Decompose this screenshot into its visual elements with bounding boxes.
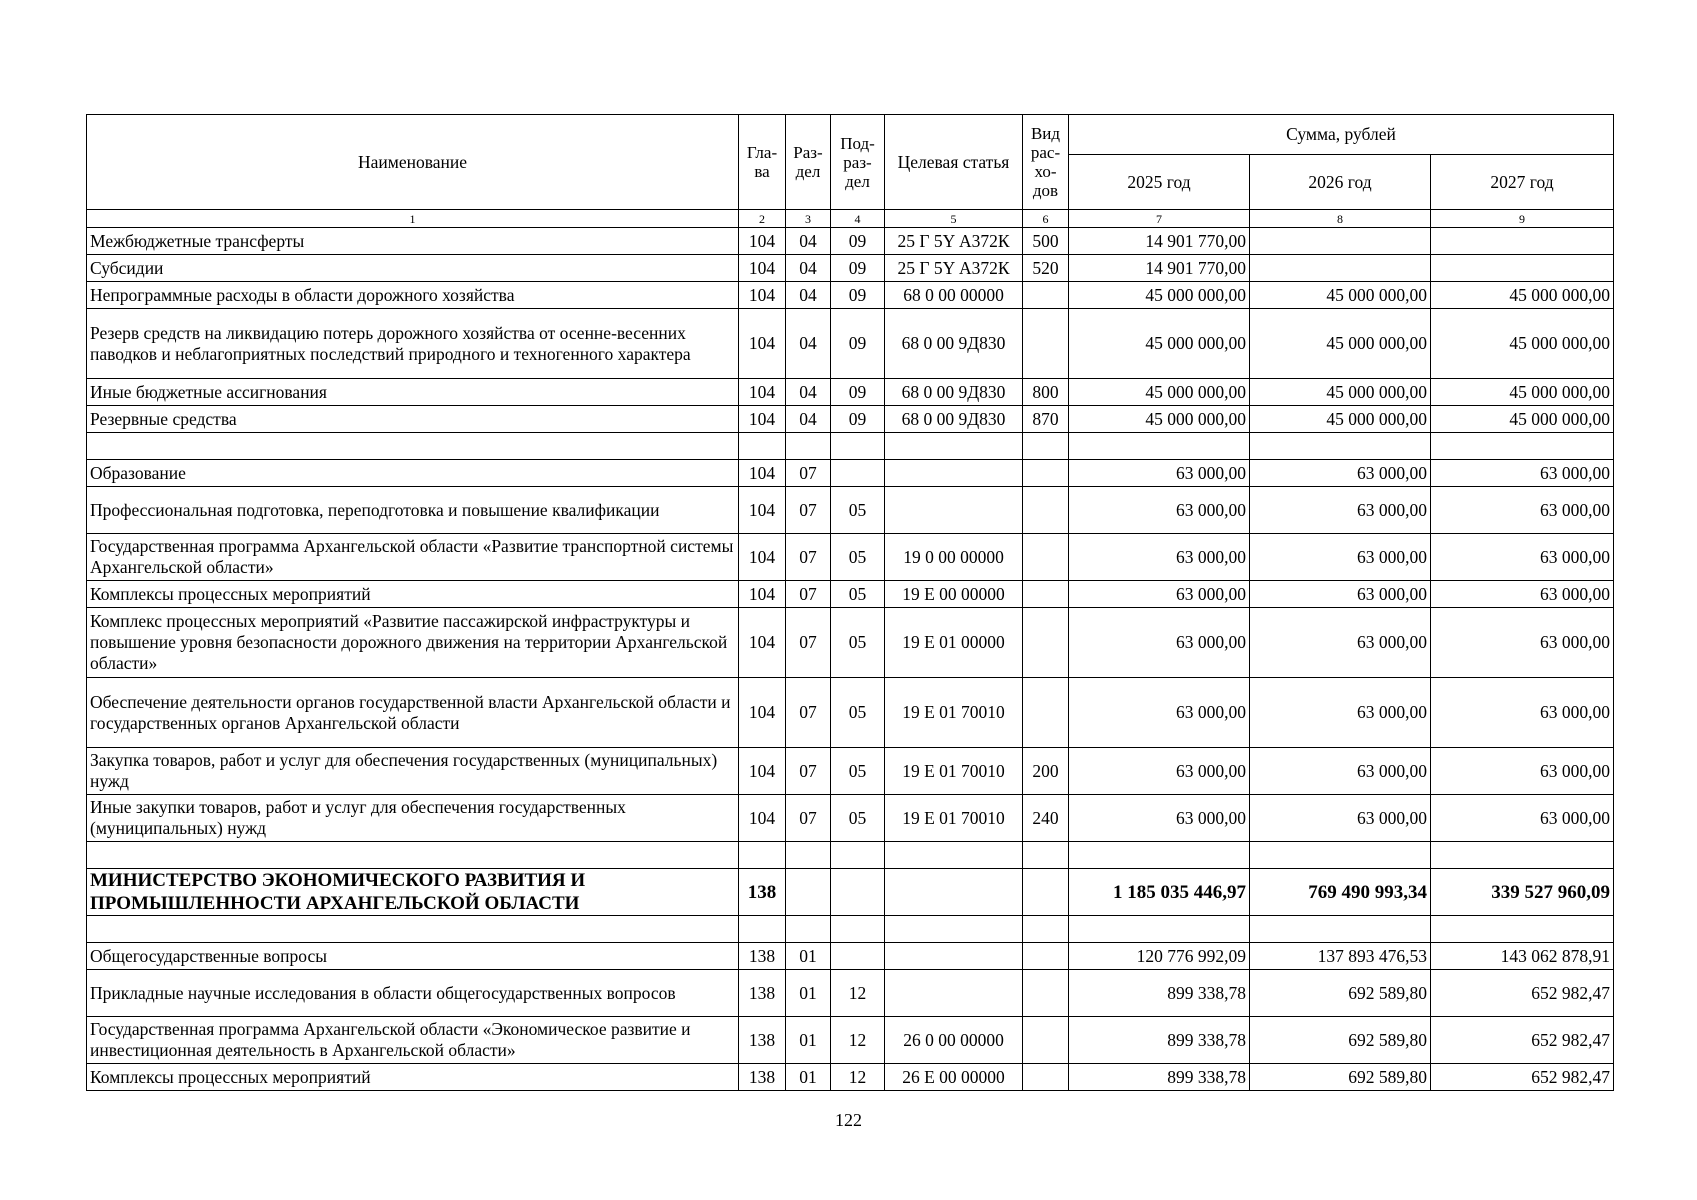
cell-y2026: 45 000 000,00 xyxy=(1250,282,1431,309)
cell-razdel: 01 xyxy=(786,1017,831,1064)
table-row xyxy=(87,1017,1614,1064)
cell-y2026: 63 000,00 xyxy=(1250,581,1431,608)
cell-y2025: 120 776 992,09 xyxy=(1069,943,1250,970)
cell-tselevaya xyxy=(885,433,1023,460)
cell-name: Комплексы процессных мероприятий xyxy=(87,581,739,608)
header-year-2025: 2025 год xyxy=(1069,155,1250,210)
cell-glava: 104 xyxy=(739,379,786,406)
cell-y2026 xyxy=(1250,433,1431,460)
cell-y2026: 692 589,80 xyxy=(1250,970,1431,1017)
cell-razdel: 04 xyxy=(786,255,831,282)
cell-tselevaya xyxy=(885,842,1023,869)
colnum: 1 xyxy=(87,210,739,228)
cell-podrazdel xyxy=(831,842,885,869)
cell-tselevaya: 68 0 00 00000 xyxy=(885,282,1023,309)
cell-glava: 104 xyxy=(739,282,786,309)
cell-glava: 138 xyxy=(739,943,786,970)
table-row xyxy=(87,460,1614,487)
cell-glava: 104 xyxy=(739,608,786,678)
cell-y2027 xyxy=(1431,916,1614,943)
cell-glava: 104 xyxy=(739,309,786,379)
cell-podrazdel: 09 xyxy=(831,282,885,309)
cell-y2025 xyxy=(1069,842,1250,869)
colnum: 8 xyxy=(1250,210,1431,228)
cell-y2027 xyxy=(1431,255,1614,282)
cell-y2025: 45 000 000,00 xyxy=(1069,309,1250,379)
cell-y2026: 692 589,80 xyxy=(1250,1064,1431,1091)
cell-name xyxy=(87,916,739,943)
header-summa: Сумма, рублей xyxy=(1069,115,1614,155)
header-vid: Вид рас-хо-дов xyxy=(1023,115,1069,210)
cell-glava: 104 xyxy=(739,228,786,255)
header-name: Наименование xyxy=(87,115,739,210)
cell-podrazdel: 09 xyxy=(831,309,885,379)
cell-tselevaya: 68 0 00 9Д830 xyxy=(885,379,1023,406)
cell-vid: 500 xyxy=(1023,228,1069,255)
cell-vid xyxy=(1023,678,1069,748)
cell-y2027: 63 000,00 xyxy=(1431,748,1614,795)
table-row xyxy=(87,748,1614,795)
cell-glava: 104 xyxy=(739,460,786,487)
cell-tselevaya: 26 Е 00 00000 xyxy=(885,1064,1023,1091)
cell-name: Обеспечение деятельности органов государственной власти Архангельской области и государственных органов Архангельской области xyxy=(87,678,739,748)
cell-name: Государственная программа Архангельской области «Экономическое развитие и инвестиционная деятельность в Архангельской области» xyxy=(87,1017,739,1064)
cell-y2026 xyxy=(1250,916,1431,943)
cell-podrazdel: 05 xyxy=(831,678,885,748)
cell-y2025: 899 338,78 xyxy=(1069,1017,1250,1064)
cell-y2027: 63 000,00 xyxy=(1431,795,1614,842)
cell-razdel: 01 xyxy=(786,970,831,1017)
cell-razdel: 04 xyxy=(786,406,831,433)
cell-razdel: 04 xyxy=(786,228,831,255)
table-row xyxy=(87,608,1614,678)
colnum: 9 xyxy=(1431,210,1614,228)
cell-glava: 138 xyxy=(739,869,786,916)
cell-y2027: 652 982,47 xyxy=(1431,1017,1614,1064)
cell-vid: 800 xyxy=(1023,379,1069,406)
cell-razdel: 07 xyxy=(786,795,831,842)
cell-vid xyxy=(1023,282,1069,309)
cell-vid xyxy=(1023,581,1069,608)
cell-name: Межбюджетные трансферты xyxy=(87,228,739,255)
cell-y2025 xyxy=(1069,433,1250,460)
cell-tselevaya xyxy=(885,916,1023,943)
cell-y2026: 769 490 993,34 xyxy=(1250,869,1431,916)
cell-y2025: 63 000,00 xyxy=(1069,487,1250,534)
cell-y2027: 652 982,47 xyxy=(1431,1064,1614,1091)
cell-podrazdel: 12 xyxy=(831,1017,885,1064)
cell-y2025: 1 185 035 446,97 xyxy=(1069,869,1250,916)
table-row xyxy=(87,678,1614,748)
cell-y2025: 45 000 000,00 xyxy=(1069,379,1250,406)
table-row xyxy=(87,943,1614,970)
table-row xyxy=(87,970,1614,1017)
cell-name: Образование xyxy=(87,460,739,487)
cell-y2026: 692 589,80 xyxy=(1250,1017,1431,1064)
cell-glava: 104 xyxy=(739,795,786,842)
header-razdel: Раз-дел xyxy=(786,115,831,210)
cell-y2027: 63 000,00 xyxy=(1431,608,1614,678)
cell-razdel: 07 xyxy=(786,678,831,748)
cell-podrazdel: 12 xyxy=(831,1064,885,1091)
cell-razdel: 07 xyxy=(786,460,831,487)
cell-y2027: 45 000 000,00 xyxy=(1431,406,1614,433)
cell-y2026: 63 000,00 xyxy=(1250,795,1431,842)
cell-name: МИНИСТЕРСТВО ЭКОНОМИЧЕСКОГО РАЗВИТИЯ И ПРОМЫШЛЕННОСТИ АРХАНГЕЛЬСКОЙ ОБЛАСТИ xyxy=(87,869,739,916)
cell-glava: 104 xyxy=(739,487,786,534)
cell-glava: 138 xyxy=(739,1017,786,1064)
header-year-2026: 2026 год xyxy=(1250,155,1431,210)
cell-glava: 104 xyxy=(739,255,786,282)
table-row xyxy=(87,379,1614,406)
cell-razdel: 07 xyxy=(786,487,831,534)
cell-vid: 200 xyxy=(1023,748,1069,795)
cell-y2026: 45 000 000,00 xyxy=(1250,379,1431,406)
colnum: 5 xyxy=(885,210,1023,228)
cell-vid xyxy=(1023,943,1069,970)
cell-tselevaya: 26 0 00 00000 xyxy=(885,1017,1023,1064)
cell-podrazdel xyxy=(831,869,885,916)
cell-y2027: 63 000,00 xyxy=(1431,678,1614,748)
cell-y2025: 899 338,78 xyxy=(1069,1064,1250,1091)
cell-y2025: 63 000,00 xyxy=(1069,534,1250,581)
cell-y2025: 45 000 000,00 xyxy=(1069,282,1250,309)
colnum: 4 xyxy=(831,210,885,228)
cell-tselevaya: 68 0 00 9Д830 xyxy=(885,309,1023,379)
cell-y2025: 63 000,00 xyxy=(1069,460,1250,487)
cell-razdel: 01 xyxy=(786,943,831,970)
cell-podrazdel: 12 xyxy=(831,970,885,1017)
cell-glava: 138 xyxy=(739,1064,786,1091)
cell-razdel xyxy=(786,433,831,460)
cell-glava: 104 xyxy=(739,406,786,433)
cell-tselevaya xyxy=(885,460,1023,487)
cell-podrazdel: 09 xyxy=(831,228,885,255)
cell-y2027: 339 527 960,09 xyxy=(1431,869,1614,916)
cell-vid: 520 xyxy=(1023,255,1069,282)
cell-y2027: 45 000 000,00 xyxy=(1431,309,1614,379)
cell-name: Прикладные научные исследования в области общегосударственных вопросов xyxy=(87,970,739,1017)
cell-podrazdel: 05 xyxy=(831,487,885,534)
table-row xyxy=(87,581,1614,608)
cell-y2027: 63 000,00 xyxy=(1431,460,1614,487)
cell-name: Резерв средств на ликвидацию потерь дорожного хозяйства от осенне-весенних паводков и неблагоприятных последствий природного и техногенного характера xyxy=(87,309,739,379)
cell-y2025: 899 338,78 xyxy=(1069,970,1250,1017)
page-number: 122 xyxy=(835,1110,862,1130)
cell-glava xyxy=(739,916,786,943)
cell-y2026 xyxy=(1250,228,1431,255)
cell-razdel: 07 xyxy=(786,748,831,795)
cell-glava: 104 xyxy=(739,534,786,581)
table-row xyxy=(87,309,1614,379)
cell-name: Иные закупки товаров, работ и услуг для обеспечения государственных (муниципальных) нужд xyxy=(87,795,739,842)
cell-y2027 xyxy=(1431,433,1614,460)
cell-glava: 104 xyxy=(739,678,786,748)
cell-tselevaya xyxy=(885,970,1023,1017)
cell-vid xyxy=(1023,460,1069,487)
cell-razdel: 01 xyxy=(786,1064,831,1091)
cell-tselevaya: 19 Е 01 00000 xyxy=(885,608,1023,678)
cell-razdel: 07 xyxy=(786,534,831,581)
table-row xyxy=(87,842,1614,869)
cell-y2026: 45 000 000,00 xyxy=(1250,309,1431,379)
cell-vid xyxy=(1023,309,1069,379)
cell-y2026 xyxy=(1250,842,1431,869)
cell-razdel: 07 xyxy=(786,581,831,608)
cell-vid xyxy=(1023,916,1069,943)
colnum: 6 xyxy=(1023,210,1069,228)
colnum: 2 xyxy=(739,210,786,228)
budget-table xyxy=(86,114,1614,1091)
cell-glava xyxy=(739,433,786,460)
table-row xyxy=(87,534,1614,581)
cell-y2027: 63 000,00 xyxy=(1431,534,1614,581)
table-row xyxy=(87,869,1614,916)
cell-y2027: 652 982,47 xyxy=(1431,970,1614,1017)
cell-y2027: 45 000 000,00 xyxy=(1431,379,1614,406)
cell-tselevaya: 19 Е 01 70010 xyxy=(885,748,1023,795)
cell-tselevaya: 25 Г 5Y А372К xyxy=(885,255,1023,282)
cell-y2025: 45 000 000,00 xyxy=(1069,406,1250,433)
cell-y2026: 63 000,00 xyxy=(1250,460,1431,487)
cell-name: Комплекс процессных мероприятий «Развитие пассажирской инфраструктуры и повышение уровня безопасности дорожного движения на территории Архангельской области» xyxy=(87,608,739,678)
cell-glava: 104 xyxy=(739,748,786,795)
cell-y2025: 63 000,00 xyxy=(1069,678,1250,748)
cell-vid xyxy=(1023,1064,1069,1091)
cell-tselevaya: 19 Е 00 00000 xyxy=(885,581,1023,608)
cell-glava: 138 xyxy=(739,970,786,1017)
cell-y2027: 45 000 000,00 xyxy=(1431,282,1614,309)
cell-podrazdel: 09 xyxy=(831,255,885,282)
table-row xyxy=(87,282,1614,309)
colnum: 7 xyxy=(1069,210,1250,228)
cell-name xyxy=(87,842,739,869)
cell-podrazdel: 05 xyxy=(831,608,885,678)
cell-razdel: 04 xyxy=(786,282,831,309)
cell-y2025: 63 000,00 xyxy=(1069,795,1250,842)
cell-vid xyxy=(1023,970,1069,1017)
cell-name: Государственная программа Архангельской области «Развитие транспортной системы Архангельской области» xyxy=(87,534,739,581)
header-year-2027: 2027 год xyxy=(1431,155,1614,210)
table-row xyxy=(87,795,1614,842)
cell-name: Резервные средства xyxy=(87,406,739,433)
cell-y2026 xyxy=(1250,255,1431,282)
cell-tselevaya: 68 0 00 9Д830 xyxy=(885,406,1023,433)
column-number-row xyxy=(87,210,1614,228)
cell-tselevaya: 19 Е 01 70010 xyxy=(885,795,1023,842)
cell-name: Иные бюджетные ассигнования xyxy=(87,379,739,406)
cell-podrazdel: 09 xyxy=(831,379,885,406)
cell-glava xyxy=(739,842,786,869)
cell-y2027: 143 062 878,91 xyxy=(1431,943,1614,970)
cell-podrazdel xyxy=(831,916,885,943)
cell-y2026: 45 000 000,00 xyxy=(1250,406,1431,433)
cell-vid: 870 xyxy=(1023,406,1069,433)
cell-name: Комплексы процессных мероприятий xyxy=(87,1064,739,1091)
header-podrazdel: Под-раз-дел xyxy=(831,115,885,210)
cell-tselevaya: 25 Г 5Y А372К xyxy=(885,228,1023,255)
table-row xyxy=(87,433,1614,460)
cell-podrazdel: 09 xyxy=(831,406,885,433)
cell-y2025: 14 901 770,00 xyxy=(1069,228,1250,255)
table-body xyxy=(87,228,1614,1091)
cell-name xyxy=(87,433,739,460)
cell-y2026: 63 000,00 xyxy=(1250,487,1431,534)
cell-podrazdel xyxy=(831,433,885,460)
cell-razdel: 07 xyxy=(786,608,831,678)
cell-name: Профессиональная подготовка, переподготовка и повышение квалификации xyxy=(87,487,739,534)
cell-razdel xyxy=(786,842,831,869)
colnum: 3 xyxy=(786,210,831,228)
table-row xyxy=(87,487,1614,534)
cell-y2026: 137 893 476,53 xyxy=(1250,943,1431,970)
cell-y2026: 63 000,00 xyxy=(1250,534,1431,581)
cell-y2025: 63 000,00 xyxy=(1069,581,1250,608)
cell-podrazdel: 05 xyxy=(831,748,885,795)
table-row xyxy=(87,1064,1614,1091)
cell-podrazdel xyxy=(831,460,885,487)
cell-vid xyxy=(1023,869,1069,916)
cell-vid xyxy=(1023,1017,1069,1064)
cell-vid xyxy=(1023,433,1069,460)
cell-y2027: 63 000,00 xyxy=(1431,581,1614,608)
cell-y2026: 63 000,00 xyxy=(1250,748,1431,795)
cell-tselevaya xyxy=(885,869,1023,916)
cell-name: Непрограммные расходы в области дорожного хозяйства xyxy=(87,282,739,309)
cell-y2027 xyxy=(1431,842,1614,869)
cell-y2026: 63 000,00 xyxy=(1250,608,1431,678)
cell-tselevaya: 19 Е 01 70010 xyxy=(885,678,1023,748)
cell-name: Общегосударственные вопросы xyxy=(87,943,739,970)
cell-y2027 xyxy=(1431,228,1614,255)
cell-vid xyxy=(1023,487,1069,534)
cell-podrazdel: 05 xyxy=(831,581,885,608)
cell-vid xyxy=(1023,608,1069,678)
cell-y2025: 63 000,00 xyxy=(1069,608,1250,678)
cell-razdel: 04 xyxy=(786,379,831,406)
cell-podrazdel: 05 xyxy=(831,795,885,842)
cell-tselevaya xyxy=(885,943,1023,970)
cell-y2027: 63 000,00 xyxy=(1431,487,1614,534)
table-row xyxy=(87,228,1614,255)
table-row xyxy=(87,916,1614,943)
cell-y2025 xyxy=(1069,916,1250,943)
cell-y2025: 14 901 770,00 xyxy=(1069,255,1250,282)
cell-vid xyxy=(1023,534,1069,581)
cell-vid: 240 xyxy=(1023,795,1069,842)
table-row xyxy=(87,406,1614,433)
cell-razdel: 04 xyxy=(786,309,831,379)
header-glava: Гла-ва xyxy=(739,115,786,210)
table-row xyxy=(87,255,1614,282)
cell-podrazdel xyxy=(831,943,885,970)
header-tselevaya: Целевая статья xyxy=(885,115,1023,210)
cell-podrazdel: 05 xyxy=(831,534,885,581)
cell-y2026: 63 000,00 xyxy=(1250,678,1431,748)
cell-tselevaya xyxy=(885,487,1023,534)
cell-tselevaya: 19 0 00 00000 xyxy=(885,534,1023,581)
cell-vid xyxy=(1023,842,1069,869)
cell-razdel xyxy=(786,869,831,916)
cell-y2025: 63 000,00 xyxy=(1069,748,1250,795)
cell-razdel xyxy=(786,916,831,943)
cell-name: Закупка товаров, работ и услуг для обеспечения государственных (муниципальных) нужд xyxy=(87,748,739,795)
cell-glava: 104 xyxy=(739,581,786,608)
cell-name: Субсидии xyxy=(87,255,739,282)
